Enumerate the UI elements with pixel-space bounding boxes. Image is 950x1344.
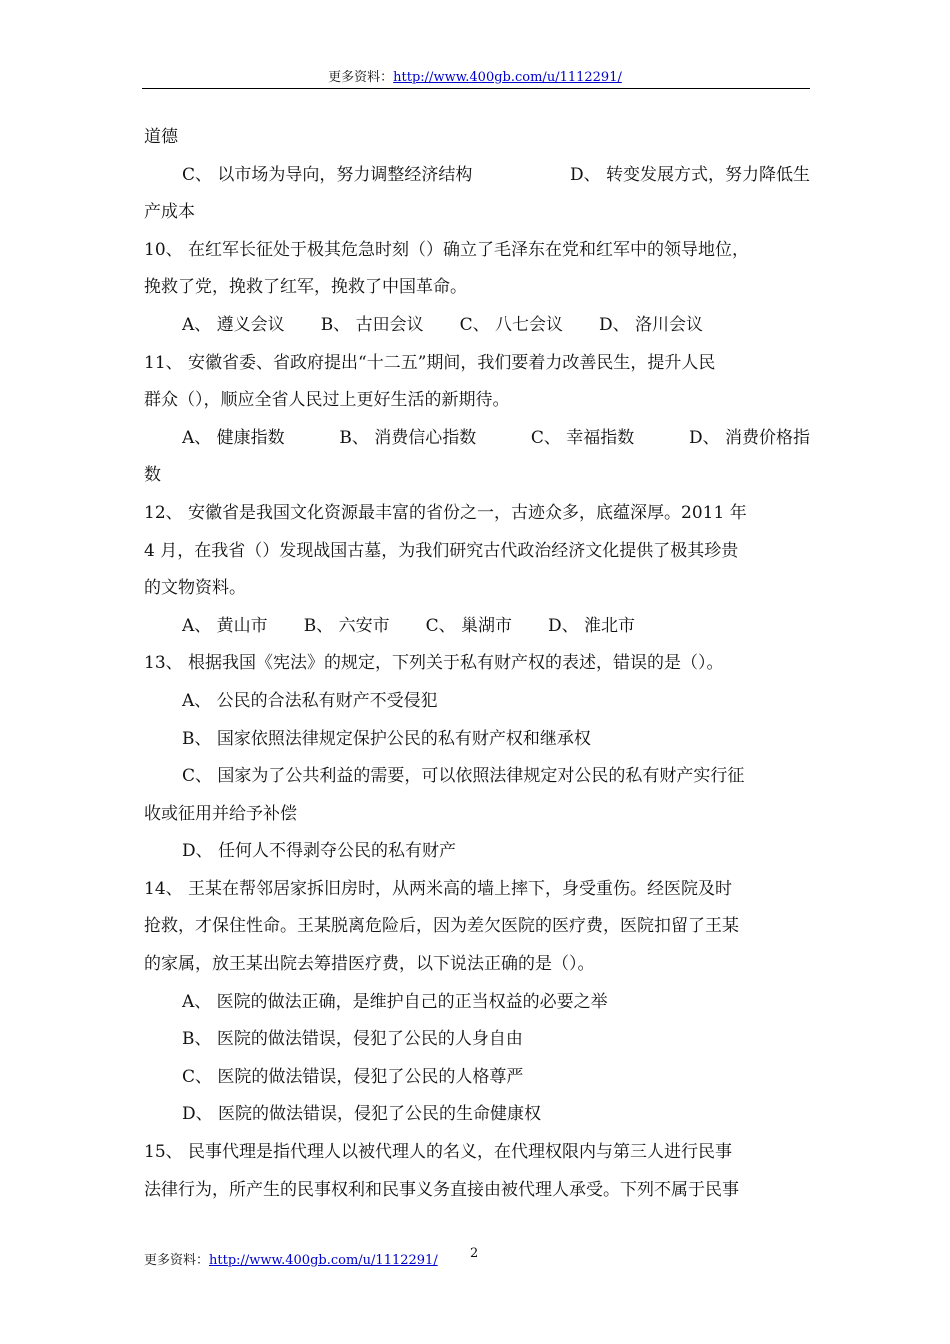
question-11: 11、 安徽省委、省政府提出“十二五”期间，我们要着力改善民生，提升人民: [144, 352, 716, 373]
option-c: C、 国家为了公共利益的需要，可以依照法律规定对公民的私有财产实行征: [182, 766, 745, 787]
header-link[interactable]: http://www.400gb.com/u/1112291/: [393, 70, 622, 85]
option-a: A、 公民的合法私有财产不受侵犯: [182, 690, 438, 711]
option-row: [144, 420, 810, 458]
page-number: 2: [470, 1246, 479, 1261]
option-b: B、 古田会议: [320, 314, 424, 335]
option-a: A、 遵义会议: [182, 314, 285, 335]
option-b: B、 六安市: [303, 615, 390, 636]
text-line: 群众（），顺应全省人民过上更好生活的新期待。: [144, 390, 510, 411]
text-line: 数: [144, 465, 161, 486]
document-body: [144, 119, 810, 1209]
page-header: [0, 66, 950, 85]
option-a: A、 黄山市: [182, 615, 268, 636]
option-c: C、 巢湖市: [425, 615, 513, 636]
option-a: A、 健康指数: [182, 427, 285, 448]
option-c: C、 幸福指数: [530, 427, 635, 448]
header-rule: [142, 88, 810, 89]
page-footer: [144, 1249, 438, 1268]
footer-label: 更多资料：: [144, 1253, 210, 1268]
option-row: [144, 307, 810, 345]
option-b: B、 国家依照法律规定保护公民的私有财产权和继承权: [182, 728, 591, 749]
option-d: D、 洛川会议: [599, 314, 704, 335]
question-10: 10、 在红军长征处于极其危急时刻（）确立了毛泽东在党和红军中的领导地位，: [144, 239, 750, 260]
option-d: D、 消费价格指: [688, 427, 810, 448]
text-line: 4 月，在我省（）发现战国古墓，为我们研究古代政治经济文化提供了极其珍贵: [144, 540, 739, 561]
question-13: 13、 根据我国《宪法》的规定，下列关于私有财产权的表述，错误的是（）。: [144, 653, 724, 674]
option-d: D、 转变发展方式，努力降低生: [569, 164, 810, 185]
option-c: C、 医院的做法错误，侵犯了公民的人格尊严: [182, 1066, 524, 1087]
text-line: 产成本: [144, 202, 195, 223]
text-line: 的家属，放王某出院去筹措医疗费，以下说法正确的是（）。: [144, 954, 595, 975]
header-label: 更多资料：: [328, 70, 394, 85]
text-line: 法律行为，所产生的民事权利和民事义务直接由被代理人承受。下列不属于民事: [144, 1179, 739, 1200]
question-12: 12、 安徽省是我国文化资源最丰富的省份之一，古迹众多，底蕴深厚。2011 年: [144, 502, 747, 523]
text-line: 挽救了党，挽救了红军，挽救了中国革命。: [144, 277, 467, 298]
option-d: D、 任何人不得剥夺公民的私有财产: [182, 841, 457, 862]
option-row: [144, 608, 810, 646]
text-line: 抢救，才保住性命。王某脱离危险后，因为差欠医院的医疗费，医院扣留了王某: [144, 916, 739, 937]
option-row: [144, 157, 810, 195]
option-c: C、 以市场为导向，努力调整经济结构: [182, 164, 473, 185]
option-b: B、 消费信心指数: [339, 427, 477, 448]
question-15: 15、 民事代理是指代理人以被代理人的名义，在代理权限内与第三人进行民事: [144, 1142, 733, 1163]
text-line: 道德: [144, 127, 178, 147]
text-line: 的文物资料。: [144, 578, 246, 599]
option-b: B、 医院的做法错误，侵犯了公民的人身自由: [182, 1029, 523, 1050]
option-d: D、 淮北市: [548, 615, 636, 636]
question-14: 14、 王某在帮邻居家拆旧房时，从两米高的墙上摔下，身受重伤。经医院及时: [144, 878, 733, 899]
option-c: C、 八七会议: [459, 314, 564, 335]
footer-link[interactable]: http://www.400gb.com/u/1112291/: [209, 1253, 438, 1268]
option-a: A、 医院的做法正确，是维护自己的正当权益的必要之举: [182, 991, 608, 1012]
option-d: D、 医院的做法错误，侵犯了公民的生命健康权: [182, 1104, 542, 1125]
text-line: 收或征用并给予补偿: [144, 803, 297, 824]
